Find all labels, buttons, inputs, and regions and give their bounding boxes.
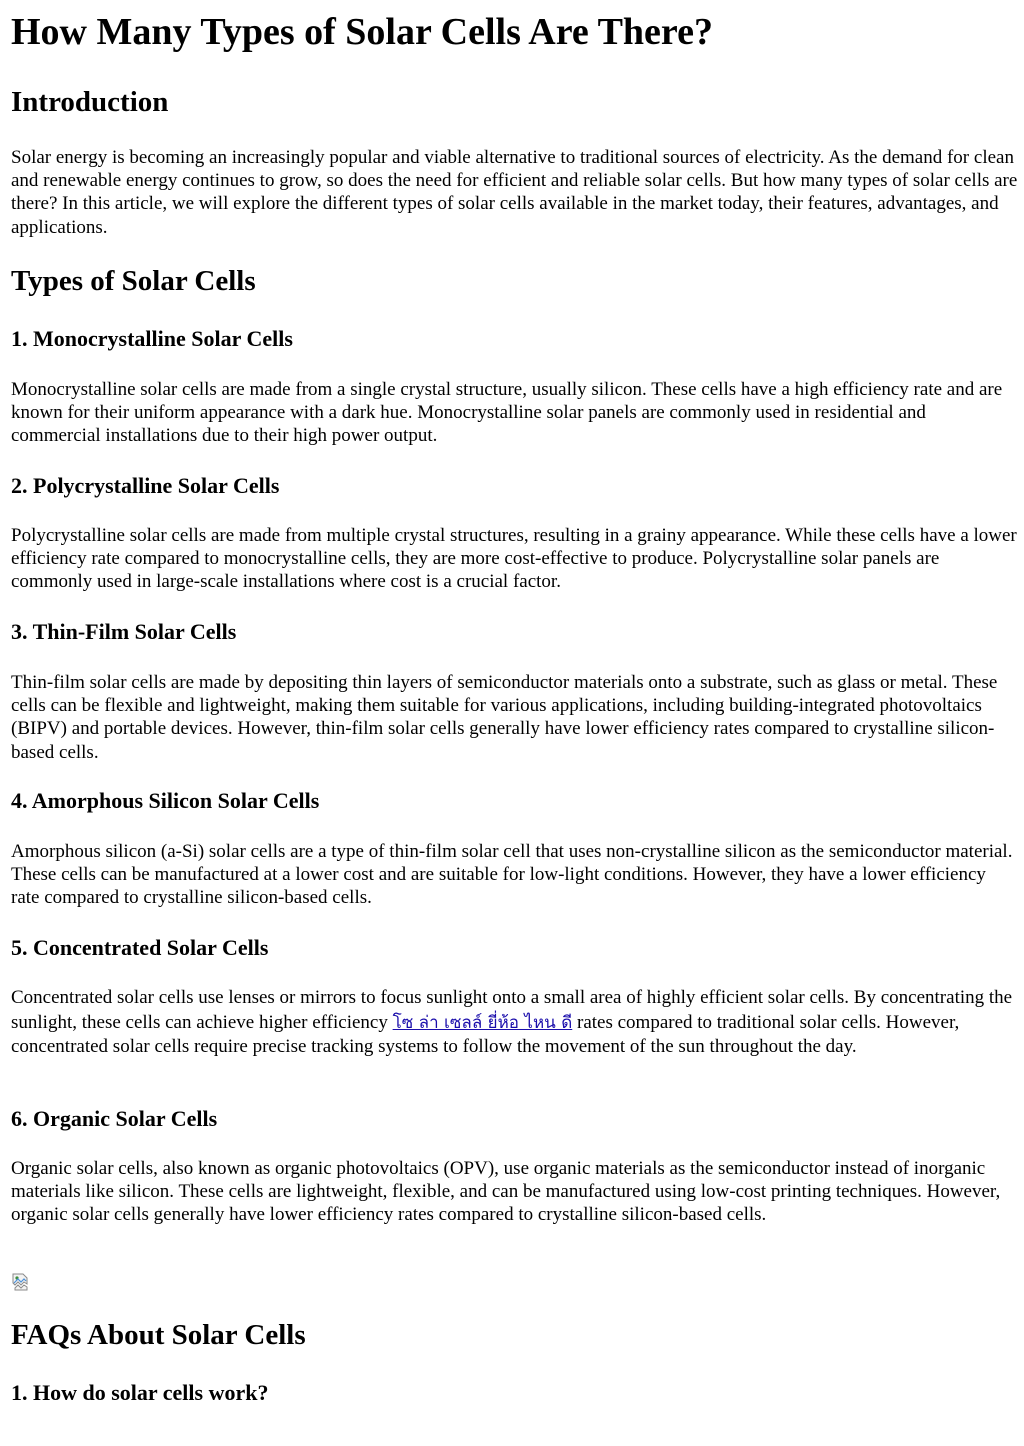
section-heading-types: Types of Solar Cells	[11, 265, 256, 297]
type-heading-monocrystalline: 1. Monocrystalline Solar Cells	[11, 326, 293, 351]
page-title: How Many Types of Solar Cells Are There?	[11, 11, 713, 53]
type-heading-organic: 6. Organic Solar Cells	[11, 1106, 218, 1131]
type-heading-thin-film: 3. Thin-Film Solar Cells	[11, 619, 237, 644]
type-paragraph-amorphous-silicon: Amorphous silicon (a-Si) solar cells are a type of thin-film solar cell that uses non-crystalline silicon as the semiconductor material. These cells can be manufactured at a lower cost and are suitable for low-light conditions. However, they have a lower efficiency rate compared to crystalline silicon-based cells.	[11, 841, 1013, 909]
paragraph-text-before-link: Concentrated solar cells use lenses or mirrors to focus sunlight onto a small area of highly efficient solar cells. By concentrating the sunlight, these cells can achieve higher efficiency	[11, 987, 1013, 1033]
paragraph-text-after-link: rates compared to traditional solar cells. However, concentrated solar cells require precise tracking systems to follow the movement of the sun throughout the day.	[11, 1011, 960, 1057]
intro-paragraph: Solar energy is becoming an increasingly popular and viable alternative to traditional sources of electricity. As the demand for clean and renewable energy continues to grow, so does the need for efficient and reliable solar cells. But how many types of solar cells are there? In this article, we will explore the different types of solar cells available in the market today, their features, advantages, and applications.	[11, 147, 1018, 238]
type-paragraph-organic: Organic solar cells, also known as organic photovoltaics (OPV), use organic materials as the semiconductor instead of inorganic materials like silicon. These cells are lightweight, flexible, and can be manufactured using low-cost printing techniques. However, organic solar cells generally have lower efficiency rates compared to crystalline silicon-based cells.	[11, 1158, 1001, 1226]
type-paragraph-polycrystalline: Polycrystalline solar cells are made from multiple crystal structures, resulting in a grainy appearance. While these cells have a lower efficiency rate compared to monocrystalline cells, they are more cost-effective to produce. Polycrystalline solar panels are commonly used in large-scale installations where cost is a crucial factor.	[11, 525, 1017, 593]
type-heading-polycrystalline: 2. Polycrystalline Solar Cells	[11, 473, 280, 498]
solar-cell-brand-link[interactable]: โซ ล่า เซลล์ ยี่ห้อ ไหน ดี	[392, 1012, 573, 1033]
type-paragraph-concentrated	[11, 986, 1018, 1060]
faq-heading-how-solar-cells-work: 1. How do solar cells work?	[11, 1380, 269, 1405]
type-heading-concentrated: 5. Concentrated Solar Cells	[11, 935, 269, 960]
type-heading-amorphous-silicon: 4. Amorphous Silicon Solar Cells	[11, 788, 320, 813]
broken-image-icon	[11, 1272, 31, 1292]
section-heading-introduction: Introduction	[11, 86, 169, 118]
type-paragraph-monocrystalline: Monocrystalline solar cells are made from a single crystal structure, usually silicon. These cells have a high efficiency rate and are known for their uniform appearance with a dark hue. Monocrystalline solar panels are commonly used in residential and commercial installations due to their high power output.	[11, 379, 1003, 447]
type-paragraph-thin-film: Thin-film solar cells are made by depositing thin layers of semiconductor materials onto a substrate, such as glass or metal. These cells can be flexible and lightweight, making them suitable for various applications, including building-integrated photovoltaics (BIPV) and portable devices. However, thin-film solar cells generally have lower efficiency rates compared to crystalline silicon-based cells.	[11, 672, 998, 763]
section-heading-faqs: FAQs About Solar Cells	[11, 1319, 306, 1351]
